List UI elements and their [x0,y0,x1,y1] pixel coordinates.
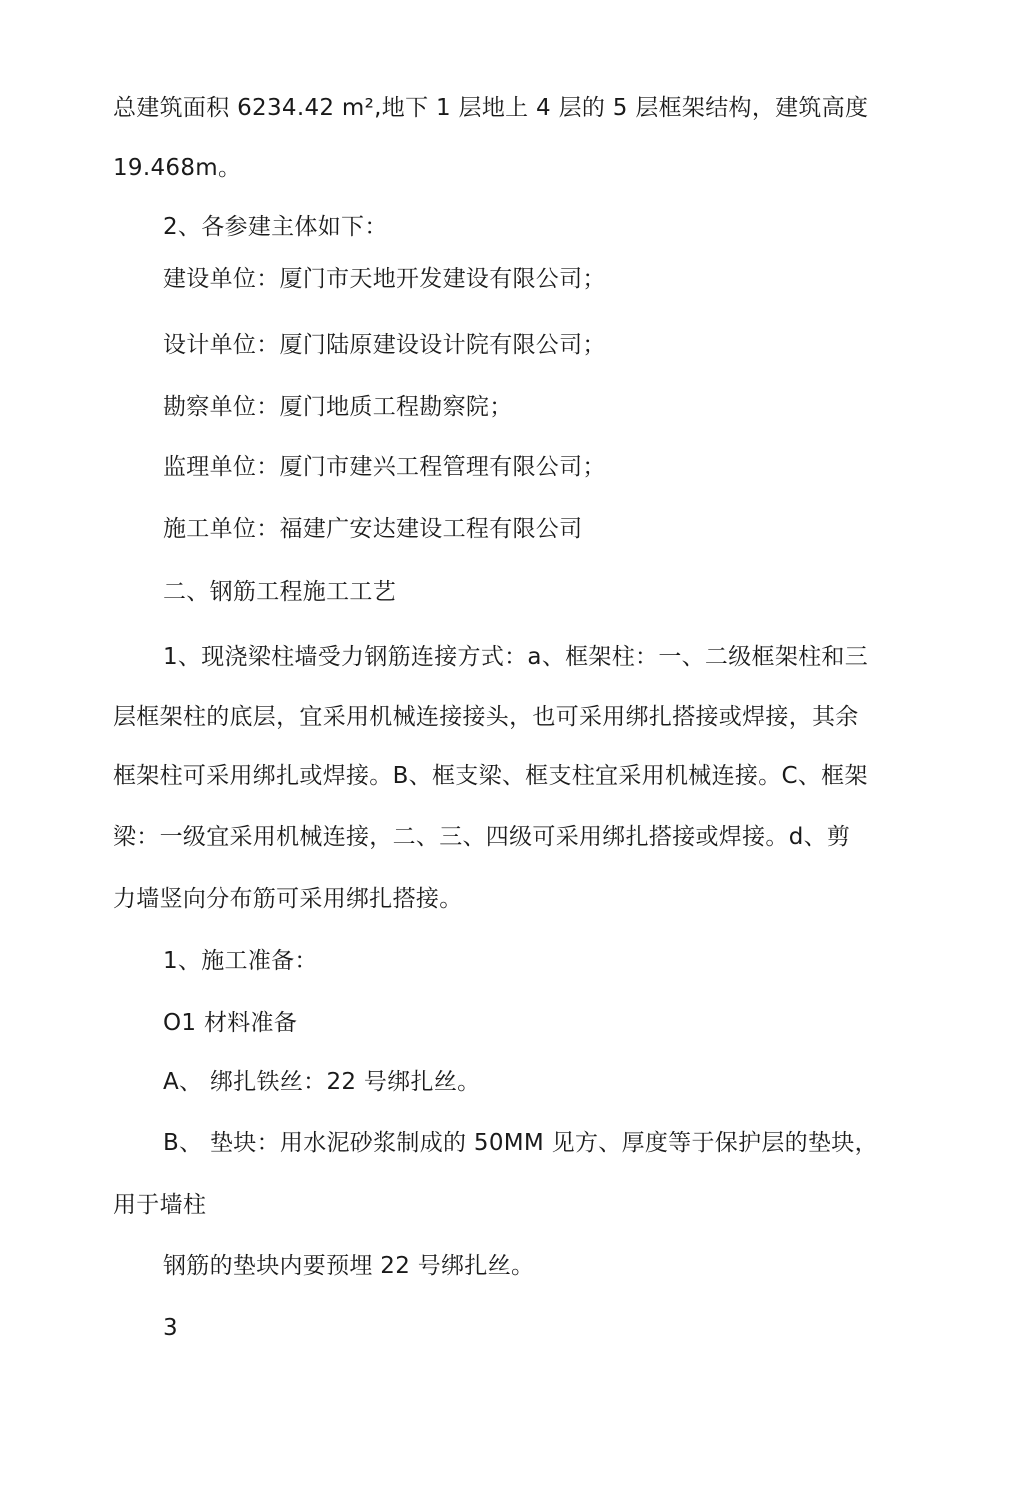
section-heading-preparation: 1、施工准备： [163,948,318,974]
paragraph-line-building-height: 19.468m。 [113,155,242,181]
subheading-material-prep: O1 材料准备 [163,1010,298,1036]
paragraph-line-connection-methods: 1、现浇梁柱墙受力钢筋连接方式：a、框架柱：一、二级框架柱和三 [163,644,869,670]
paragraph-line-connection-methods: 框架柱可采用绑扎或焊接。B、框支梁、框支柱宜采用机械连接。C、框架 [113,763,868,789]
paragraph-line-connection-methods: 力墙竖向分布筋可采用绑扎搭接。 [113,886,463,912]
list-item-spacer-block-cont: 用于墙柱 [113,1192,207,1218]
page-number: 3 [163,1315,178,1341]
section-heading-participants: 2、各参建主体如下： [163,214,388,240]
list-item-survey-unit: 勘察单位：厦门地质工程勘察院； [163,394,513,420]
paragraph-line-connection-methods: 梁：一级宜采用机械连接，二、三、四级可采用绑扎搭接或焊接。d、剪 [113,824,851,850]
paragraph-line-spacer-wire: 钢筋的垫块内要预埋 22 号绑扎丝。 [163,1253,535,1279]
list-item-binding-wire: A、 绑扎铁丝：22 号绑扎丝。 [163,1069,481,1095]
list-item-spacer-block: B、 垫块：用水泥砂浆制成的 50MM 见方、厚度等于保护层的垫块， [163,1130,878,1156]
list-item-design-unit: 设计单位：厦门陆原建设设计院有限公司； [163,332,606,358]
paragraph-line-building-area: 总建筑面积 6234.42 m²,地下 1 层地上 4 层的 5 层框架结构，建筑高度 [113,95,869,121]
list-item-construction-unit: 建设单位：厦门市天地开发建设有限公司； [163,266,606,292]
paragraph-line-connection-methods: 层框架柱的底层，宜采用机械连接接头，也可采用绑扎搭接或焊接，其余 [113,704,859,730]
list-item-supervision-unit: 监理单位：厦门市建兴工程管理有限公司； [163,454,606,480]
section-heading-rebar-process: 二、钢筋工程施工工艺 [163,579,396,605]
list-item-contractor-unit: 施工单位：福建广安达建设工程有限公司 [163,516,583,542]
